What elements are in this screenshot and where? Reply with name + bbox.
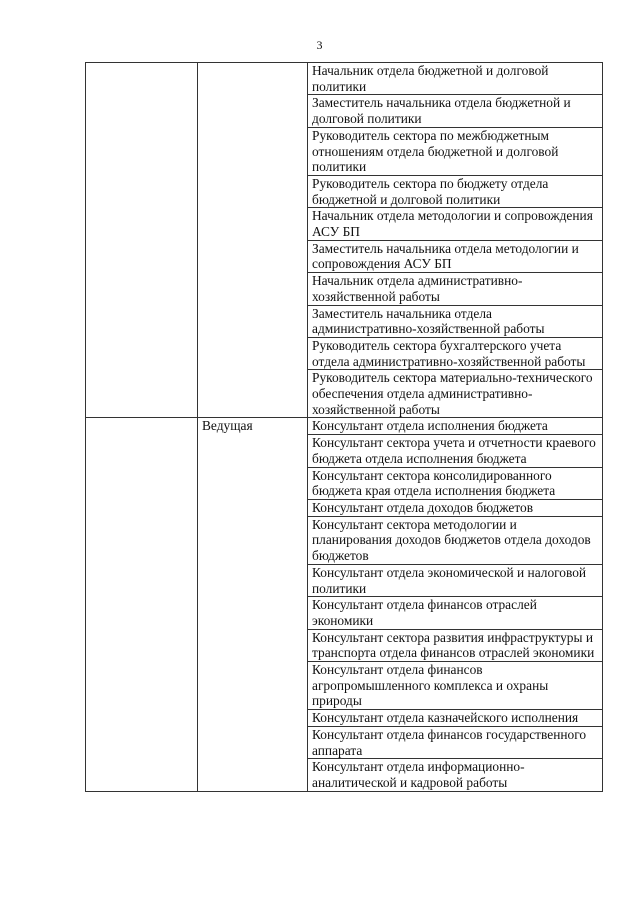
position-cell: Заместитель начальника отдела методологии и сопровождения АСУ БП	[308, 240, 603, 272]
group-cell-leading: Ведущая	[198, 418, 308, 791]
position-cell: Руководитель сектора по бюджету отдела бюджетной и долговой политики	[308, 175, 603, 207]
position-cell: Консультант сектора консолидированного бюджета края отдела исполнения бюджета	[308, 467, 603, 499]
position-cell: Консультант отдела казначейского исполнения	[308, 710, 603, 727]
position-cell: Начальник отдела методологии и сопровождения АСУ БП	[308, 208, 603, 240]
position-cell: Консультант отдела финансов отраслей экономики	[308, 597, 603, 629]
position-cell: Руководитель сектора по межбюджетным отношениям отдела бюджетной и долговой политики	[308, 127, 603, 175]
position-cell: Руководитель сектора материально-технического обеспечения отдела административно-хозяйственной работы	[308, 370, 603, 418]
position-cell: Консультант сектора методологии и планирования доходов бюджетов отдела доходов бюджетов	[308, 516, 603, 564]
position-cell: Заместитель начальника отдела бюджетной и долговой политики	[308, 95, 603, 127]
position-cell: Руководитель сектора бухгалтерского учета отдела административно-хозяйственной работы	[308, 337, 603, 369]
position-cell: Консультант отдела экономической и налоговой политики	[308, 564, 603, 596]
category-cell-empty	[86, 418, 198, 791]
position-cell: Консультант отдела доходов бюджетов	[308, 499, 603, 516]
position-cell: Заместитель начальника отдела административно-хозяйственной работы	[308, 305, 603, 337]
page-number: 3	[316, 38, 323, 52]
category-cell-empty	[86, 63, 198, 418]
position-cell: Консультант отдела исполнения бюджета	[308, 418, 603, 435]
table-row	[86, 418, 603, 435]
position-cell: Начальник отдела административно-хозяйственной работы	[308, 273, 603, 305]
position-cell: Консультант отдела финансов агропромышленного комплекса и охраны природы	[308, 662, 603, 710]
position-cell: Консультант отдела финансов государственного аппарата	[308, 726, 603, 758]
table-row	[86, 63, 603, 95]
position-cell: Консультант отдела информационно-аналитической и кадровой работы	[308, 759, 603, 791]
position-cell: Консультант сектора развития инфраструктуры и транспорта отдела финансов отраслей экономики	[308, 629, 603, 661]
position-cell: Консультант сектора учета и отчетности краевого бюджета отдела исполнения бюджета	[308, 435, 603, 467]
group-cell-empty	[198, 63, 308, 418]
staff-positions-table	[85, 62, 603, 792]
position-cell: Начальник отдела бюджетной и долговой политики	[308, 63, 603, 95]
